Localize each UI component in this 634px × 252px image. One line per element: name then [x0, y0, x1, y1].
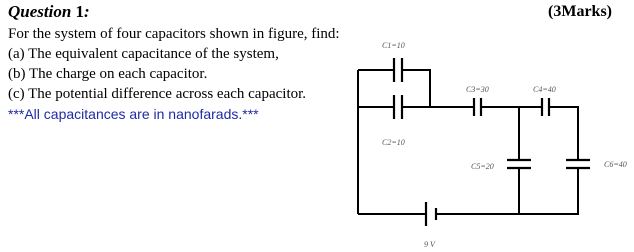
question-part-b: (b) The charge on each capacitor.	[8, 66, 208, 82]
c5-label: C5=20	[471, 162, 494, 171]
c6-label: C6=40	[604, 160, 627, 169]
marks-label: (3Marks)	[548, 3, 612, 20]
question-number: 1	[75, 2, 85, 21]
battery-label: 9 V	[424, 240, 435, 249]
c3-label: C3=30	[466, 85, 489, 94]
question-line-1: For the system of four capacitors shown in figure, find:	[8, 26, 340, 42]
c2-label: C2=10	[382, 138, 405, 147]
question-title: Question	[8, 2, 72, 21]
question-part-a: (a) The equivalent capacitance of the system,	[8, 46, 279, 62]
units-note: ***All capacitances are in nanofarads.***	[8, 106, 259, 122]
question-part-c: (c) The potential difference across each capacitor.	[8, 86, 307, 102]
bottom-wire-right	[436, 168, 578, 214]
c1-label: C1=10	[382, 41, 405, 50]
c4-label: C4=40	[533, 85, 556, 94]
c4-wire-right	[549, 107, 578, 160]
question-colon: :	[84, 2, 90, 21]
c1-wire-right	[402, 70, 430, 107]
